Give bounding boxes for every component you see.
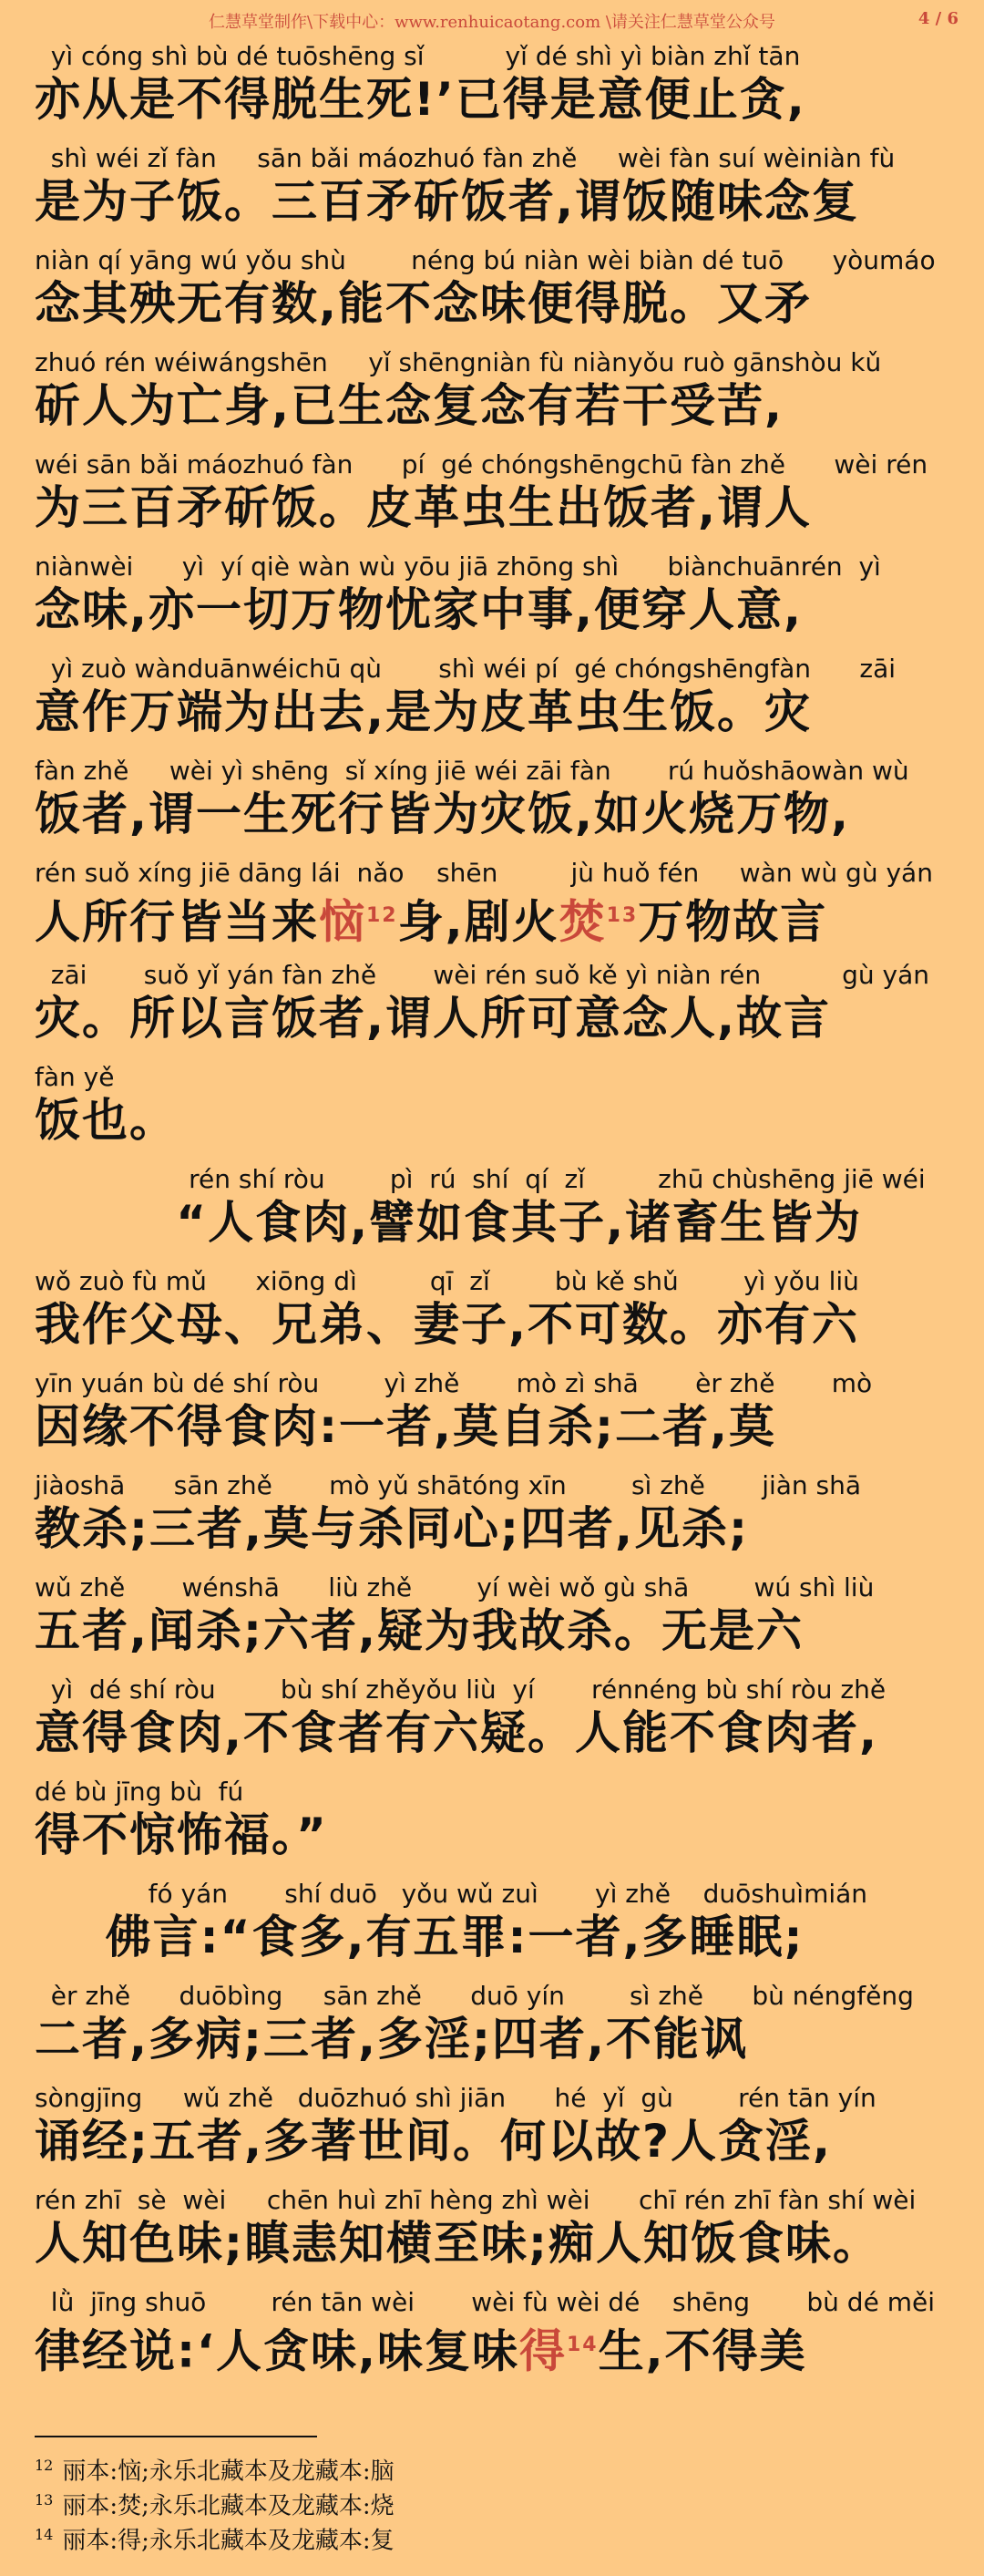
hanzi-line: 灾。所以言饭者,谓人所可意念人,故言 <box>35 992 831 1045</box>
page-number: 4 / 6 <box>917 9 958 28</box>
footnote-number: 13 <box>35 2491 54 2509</box>
hanzi-line: 人所行皆当来恼$^{12}$身,剧火焚$^{13}$万物故言 <box>35 895 828 949</box>
footnote-text: 丽本:恼;永乐北藏本及龙藏本:脑 <box>62 2458 395 2486</box>
text-line <box>35 1468 973 1570</box>
footnote-text: 丽本:得;永乐北藏本及龙藏本:复 <box>62 2527 395 2555</box>
pinyin-line: zāi suǒ yǐ yán fàn zhě wèi rén suǒ kě yì niàn rén gù yán <box>35 960 929 990</box>
text-line <box>35 1978 973 2080</box>
hanzi-line: 我作父母、兄弟、妻子,不可数。亦有六 <box>35 1298 859 1351</box>
pinyin-line: wǒ zuò fù mǔ xiōng dì qī zǐ bù kě shǔ yì yǒu liù <box>35 1266 859 1296</box>
footnotes <box>35 2448 946 2555</box>
text-line <box>35 855 973 957</box>
hanzi-line: 饭者,谓一生死行皆为灾饭,如火烧万物, <box>35 788 850 840</box>
pinyin-line: yì dé shí ròu bù shí zhěyǒu liù yí rénnéng bù shí ròu zhě <box>35 1674 887 1705</box>
text-line <box>35 242 973 345</box>
pinyin-line: wéi sān bǎi máozhuó fàn pí gé chóngshēngchū fàn zhě wèi rén <box>35 449 928 479</box>
page-header <box>0 5 984 38</box>
hanzi-line: 念味,亦一切万物忧家中事,便穿人意, <box>35 583 803 636</box>
pinyin-line: rén shí ròu pì rú shí qí zǐ zhū chùshēng jiē wéi <box>35 1164 926 1194</box>
text-line <box>35 2182 973 2284</box>
pinyin-line: dé bù jīng bù fú <box>35 1777 244 1807</box>
annotated-char: 焚 <box>559 895 607 949</box>
text-line <box>35 1263 973 1365</box>
hanzi-line: 教杀;三者,莫与杀同心;四者,见杀; <box>35 1502 749 1555</box>
hanzi-line: 得不惊怖福。” <box>35 1808 328 1861</box>
text-line <box>35 753 973 855</box>
text-line <box>35 1365 973 1468</box>
text-line <box>35 447 973 549</box>
text-line <box>35 549 973 651</box>
text-line <box>35 1672 973 1774</box>
annotated-char: 得 <box>518 2324 567 2378</box>
footnote-ref[interactable]: 14 <box>566 2334 599 2356</box>
scripture-body <box>35 38 973 2386</box>
pinyin-line: niànwèi yì yí qiè wàn wù yōu jiā zhōng shì biànchuānrén yì <box>35 551 881 582</box>
pinyin-line: fàn zhě wèi yì shēng sǐ xíng jiē wéi zāi fàn rú huǒshāowàn wù <box>35 756 909 786</box>
footnote-ref[interactable]: 13 <box>606 904 639 927</box>
footnote-item <box>35 2448 946 2486</box>
hanzi-line: 饭也。 <box>35 1094 177 1147</box>
pinyin-line: jiàoshā sān zhě mò yǔ shātóng xīn sì zhě jiàn shā <box>35 1470 862 1500</box>
hanzi-line: 诵经;五者,多著世间。何以故?人贪淫, <box>35 2115 832 2168</box>
text-line <box>35 1876 973 1978</box>
annotated-char: 恼 <box>319 895 366 949</box>
footnote-ref[interactable]: 12 <box>366 904 398 927</box>
hanzi-line: 意得食肉,不食者有六疑。人能不食肉者, <box>35 1706 878 1759</box>
pinyin-line: èr zhě duōbìng sān zhě duō yín sì zhě bù néngfěng <box>35 1981 914 2011</box>
hanzi-line: 因缘不得食肉:一者,莫自杀;二者,莫 <box>35 1400 776 1453</box>
pinyin-line: zhuó rén wéiwángshēn yǐ shēngniàn fù niànyǒu ruò gānshòu kǔ <box>35 347 882 377</box>
pinyin-line: shì wéi zǐ fàn sān bǎi máozhuó fàn zhě wèi fàn suí wèiniàn fù <box>35 143 896 173</box>
text-line <box>35 1161 973 1263</box>
text-line <box>35 957 973 1059</box>
text-line <box>35 1059 973 1161</box>
hanzi-line: 二者,多病;三者,多淫;四者,不能讽 <box>35 2013 748 2066</box>
hanzi-line: 是为子饭。三百矛斫饭者,谓饭随味念复 <box>35 175 859 228</box>
hanzi-line: 念其殃无有数,能不念味便得脱。又矛 <box>35 277 812 330</box>
pinyin-line: niàn qí yāng wú yǒu shù néng bú niàn wèi biàn dé tuō yòumáo <box>35 245 936 275</box>
hanzi-line: 意作万端为出去,是为皮革虫生饭。灾 <box>35 685 812 738</box>
text-line <box>35 1570 973 1672</box>
text-line <box>35 140 973 242</box>
pinyin-line: fàn yě <box>35 1062 115 1092</box>
pinyin-line: rén suǒ xíng jiē dāng lái nǎo shēn jù huǒ fén wàn wù gù yán <box>35 858 933 888</box>
pinyin-line: rén zhī sè wèi chēn huì zhī hèng zhì wèi chī rén zhī fàn shí wèi <box>35 2185 917 2215</box>
footnote-item <box>35 2483 946 2518</box>
text-line <box>35 38 973 140</box>
text-line <box>35 2080 973 2182</box>
pinyin-line: yīn yuán bù dé shí ròu yì zhě mò zì shā èr zhě mò <box>35 1368 873 1398</box>
hanzi-line: 佛言:“食多,有五罪:一者,多睡眠; <box>35 1911 805 1963</box>
header-title: 仁慧草堂制作\下载中心：www.renhuicaotang.com \请关注仁慧草堂公众号 <box>209 13 775 32</box>
hanzi-line: 律经说:‘人贪味,味复味得$^{14}$生,不得美 <box>35 2324 807 2378</box>
text-line <box>35 651 973 753</box>
footnote-text: 丽本:焚;永乐北藏本及龙藏本:烧 <box>62 2492 395 2520</box>
footnote-number: 12 <box>35 2457 54 2474</box>
text-line <box>35 2284 973 2386</box>
pinyin-line: lǜ jīng shuō rén tān wèi wèi fù wèi dé shēng bù dé měi <box>35 2287 935 2317</box>
hanzi-line: 人知色味;瞋恚知横至味;痴人知饭食味。 <box>35 2217 880 2270</box>
text-line <box>35 345 973 447</box>
pinyin-line: yì zuò wànduānwéichū qù shì wéi pí gé chóngshēngfàn zāi <box>35 654 897 684</box>
pinyin-line: fó yán shí duō yǒu wǔ zuì yì zhě duōshuìmián <box>35 1879 868 1909</box>
hanzi-line: “人食肉,譬如食其子,诸畜生皆为 <box>35 1196 863 1249</box>
text-line <box>35 1774 973 1876</box>
pinyin-line: sòngjīng wǔ zhě duōzhuó shì jiān hé yǐ gù rén tān yín <box>35 2083 876 2113</box>
footnote-divider <box>35 2436 317 2437</box>
pinyin-line: wǔ zhě wénshā liù zhě yí wèi wǒ gù shā wú shì liù <box>35 1572 875 1602</box>
footnote-number: 14 <box>35 2526 54 2543</box>
hanzi-line: 五者,闻杀;六者,疑为我故杀。无是六 <box>35 1604 804 1657</box>
hanzi-line: 为三百矛斫饭。皮革虫生出饭者,谓人 <box>35 481 812 534</box>
footnote-item <box>35 2518 946 2555</box>
hanzi-line: 亦从是不得脱生死!’已得是意便止贪, <box>35 73 806 126</box>
hanzi-line: 斫人为亡身,已生念复念有若干受苦, <box>35 379 784 432</box>
pinyin-line: yì cóng shì bù dé tuōshēng sǐ yǐ dé shì yì biàn zhǐ tān <box>35 41 801 71</box>
